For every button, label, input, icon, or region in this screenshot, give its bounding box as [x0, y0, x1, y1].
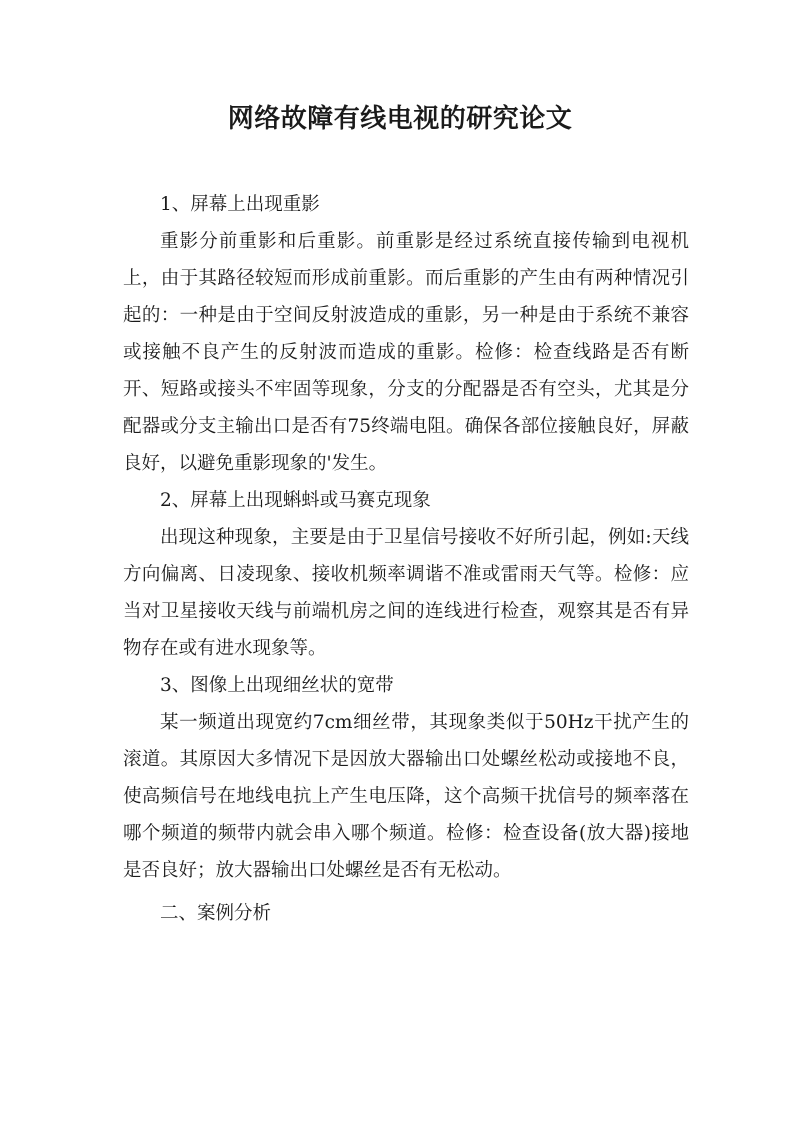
section-paragraph-3: 某一频道出现宽约7cm细丝带，其现象类似于50Hz干扰产生的滚道。其原因大多情况下是因放大器输出口处螺丝松动或接地不良，使高频信号在地线电抗上产生电压降，这个高频干扰信号的频率落在哪个频道的频带内就会串入哪个频道。检修：检查设备(放大器)接地是否良好；放大器输出口处螺丝是否有无松动。 [123, 712, 689, 881]
document-body [123, 186, 689, 932]
section-paragraph-2: 出现这种现象，主要是由于卫星信号接收不好所引起，例如:天线方向偏离、日凌现象、接收机频率调谐不准或雷雨天气等。检修：应当对卫星接收天线与前端机房之间的连线进行检查，观察其是否有异物存在或有进水现象等。 [123, 527, 689, 659]
case-analysis-heading: 二、案例分析 [160, 903, 272, 924]
section-paragraph-1: 重影分前重影和后重影。前重影是经过系统直接传输到电视机上，由于其路径较短而形成前重影。而后重影的产生由有两种情况引起的：一种是由于空间反射波造成的重影，另一种是由于系统不兼容或接触不良产生的反射波而造成的重影。检修：检查线路是否有断开、短路或接头不牢固等现象，分支的分配器是否有空头，尤其是分配器或分支主输出口是否有75终端电阻。确保各部位接触良好，屏蔽良好，以避免重影现象的'发生。 [123, 231, 689, 474]
document-title: 网络故障有线电视的研究论文 [227, 104, 573, 134]
section-heading-1: 1、屏幕上出现重影 [160, 194, 320, 215]
section-heading-3: 3、图像上出现细丝状的宽带 [160, 675, 394, 696]
section-heading-2: 2、屏幕上出现蝌蚪或马赛克现象 [160, 490, 431, 511]
